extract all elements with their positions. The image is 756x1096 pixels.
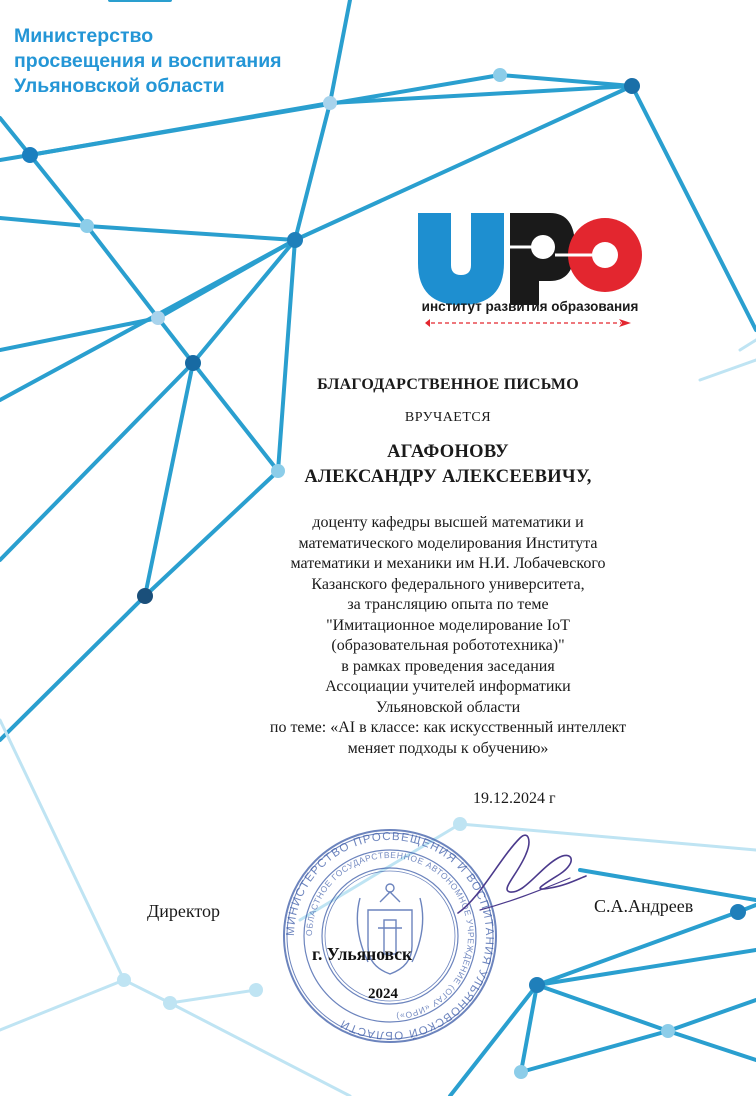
letter-title: БЛАГОДАРСТВЕННОЕ ПИСЬМО (317, 376, 579, 393)
body-line: Ассоциации учителей информатики (325, 678, 571, 695)
body-line: доценту кафедры высшей математики и (312, 514, 584, 531)
recipient-surname: АГАФОНОВУ (387, 442, 509, 462)
body-line: математики и механики им Н.И. Лобачевского (290, 555, 606, 572)
letter-body (218, 513, 678, 759)
ministry-line-1: Министерство (14, 25, 154, 47)
ministry-header (14, 24, 282, 99)
ministry-line-2: просвещения и воспитания (14, 50, 282, 72)
recipient-given-names: АЛЕКСАНДРУ АЛЕКСЕЕВИЧУ, (304, 467, 592, 487)
year-label: 2024 (368, 986, 398, 1002)
iro-logo (415, 205, 645, 333)
recipient-name (218, 440, 678, 490)
director-name: С.А.Андреев (594, 896, 694, 916)
body-line: за трансляцию опыта по теме (347, 596, 549, 613)
body-line: по теме: «AI в классе: как искусственный интеллект (269, 719, 627, 736)
body-line: Казанского федерального университета, (311, 575, 585, 593)
director-signature (440, 818, 590, 928)
director-role: Директор (147, 901, 221, 921)
seal-outer-text: МИНИСТЕРСТВО ПРОСВЕЩЕНИЯ И ВОСПИТАНИЯ УЛЬЯНОВСКОЙ ОБЛАСТИ (284, 830, 496, 1042)
body-line: меняет подходы к обучению» (347, 739, 549, 757)
body-line: Ульяновской области (375, 698, 521, 716)
logo-caption: институт развития образования (421, 299, 639, 314)
body-line: математического моделирования Института (298, 534, 598, 552)
body-line: (образовательная робототехника)" (331, 637, 565, 654)
ministry-line-3: Ульяновской области (14, 75, 225, 97)
letter-date: 19.12.2024 г (473, 790, 556, 807)
seal-inner-text: ОБЛАСТНОЕ ГОСУДАРСТВЕННОЕ АВТОНОМНОЕ УЧРЕЖДЕНИЕ (ОГАУ «ИРО») (303, 849, 477, 1022)
body-line: "Имитационное моделирование IoT (326, 616, 570, 634)
plane-line-decoration (425, 319, 631, 327)
presented-label: ВРУЧАЕТСЯ (404, 410, 492, 425)
body-line: в рамках проведения заседания (341, 657, 555, 675)
city-label: г. Ульяновск (312, 944, 413, 964)
